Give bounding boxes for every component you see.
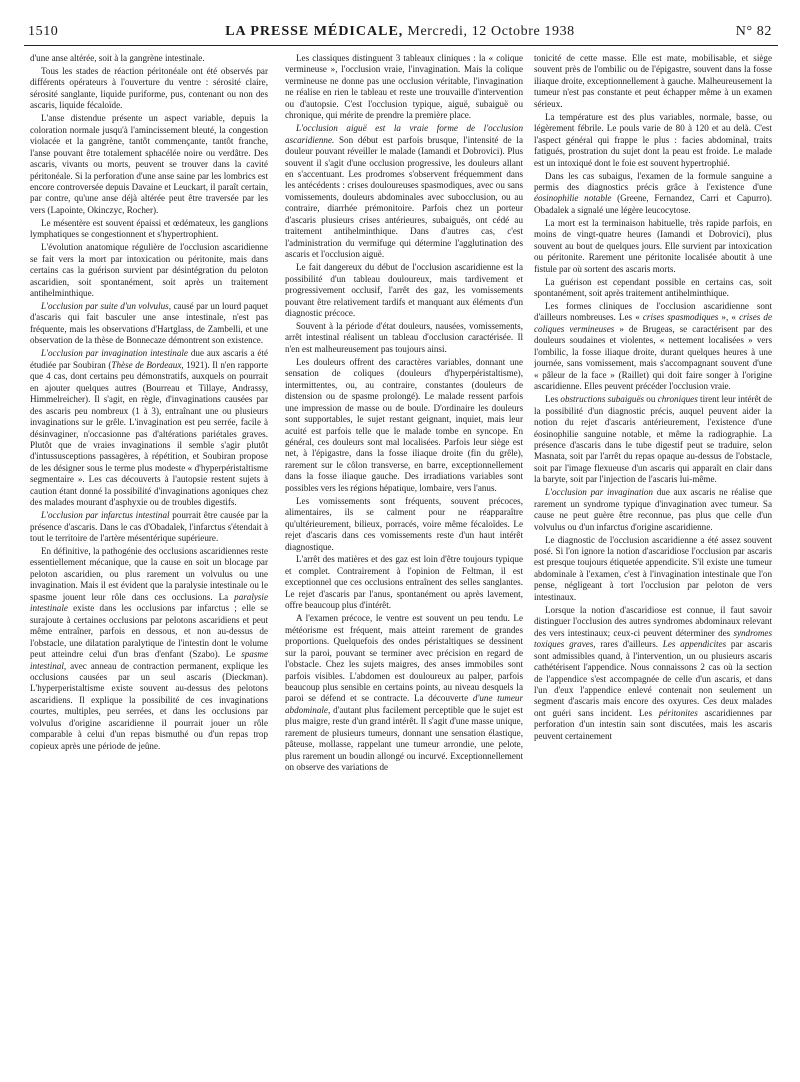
italic-text: Les appendicites [662,639,727,650]
italic-text: péritonites [658,707,698,718]
page-header [20,24,780,44]
text-run: La mort est la terminaison habituelle, très rapide parfois, en moins de vingt-quatre heures (Iamandi et Dobrovici), plus souvent au bout de quelques jours. Elle survient par intoxication ou péritonite. Rarement une péritonite localisée aboutit à une fistule par où sortent des ascaris morts. [534,217,772,274]
text-run: Lorsque la notion d'ascaridiose est connue, il faut savoir distinguer l'occlusion des autres syndromes abdominaux relevant des vers intestinaux; ceux-ci peuvent déterminer des [534,604,772,638]
paragraph [285,321,523,355]
text-run: L'anse distendue présente un aspect variable, depuis la coloration normale jusqu'à l'amincissement bleuté, la congestion violacée et la gangrène, tantôt commençante, tantôt franche, l'anse pouvant être totalement sphacélée noire ou verdâtre. Des ascaris, vivants ou morts, peuvent se trouver dans la cavité péritonéale. Si la perforation d'une anse saine par les lombrics est encore controversée depuis Davaine et Leuckart, il paraît certain, par contre, qu'une anse déjà altérée peut être traversée par les vers (Lapointe, Okinczyc, Rocher). [30,113,268,215]
text-column-left [30,53,268,1073]
italic-text: chroniques [657,394,698,405]
paragraph [285,496,523,553]
text-run: Les [545,394,561,405]
text-run: existe dans les occlusions par infarctus ; elle se surajoute à certaines occlusions par pelotons ascaridiens et peut même entraîner, parfois en dessous, et non au-dessus de l'obstacle, une dilatation paralytique de l'intestin dont le volume peut atteindre celui d'un bras d'enfant (Szabo). Le [30,603,268,660]
paragraph [534,277,772,300]
paragraph [534,112,772,169]
page-number: 1510 [28,24,59,39]
issue-date: Mercredi, 12 Octobre 1938 [407,24,575,39]
italic-text: spasme intestinal, [30,649,268,671]
text-run: Les vomissements sont fréquents, souvent précoces, alimentaires, ils se calment pour ne réapparaître qu'ultérieurement, bilieux, porracés, voire même fécaloïdes. Le rejet d'ascaris dans ces vomissements reste d'un haut intérêt diagnostique. [285,495,523,552]
paragraph [30,510,268,544]
text-run: (Greene, Fernandez, Carri et Capurro). Obadalek a signalé une légère leucocytose. [534,193,772,215]
paragraph [30,218,268,241]
text-run: d'autant plus facilement perceptible que le sujet est plus maigre, reste d'un grand intérêt. Il s'agit d'une masse unique, rarement de plusieurs tumeurs, donnant une sensation élastique, pâteuse, mollasse, rappelant une tumeur arrondie, une pelote, plus rarement un boudin allongé ou incurvé. Exceptionnellement on observe des variations de [285,704,523,773]
italic-text: d'une tumeur abdominale, [285,693,523,715]
paragraph [30,66,268,112]
paragraph [285,262,523,319]
italic-text: L'occlusion aiguë est la vraie forme de l'occlusion ascaridienne. [285,123,523,145]
text-run: 1921). Il n'en rapporte que 4 cas, dont certains peu démonstratifs, auxquels on pourrait en ajouter quelques autres (Bourreau et Tillaye, Andrassy, Himmelreicher). Il s'agit, en règle, d'invaginations causées par des ascaris peu nombreux (1 à 3), entraînant une ou plusieurs invaginations sur le grêle. L'invagination est peu serrée, facile à désinvaginer, n'occasionne pas d'altérations pariétales graves. Plutôt que de vraies invaginations il semble s'agir plutôt d'intussusceptions passagères, à répétition, et Soubiran propose de les désigner sous le terme plus modeste « d'hyperpéristaltisme segmentaire ». Les cas découverts à l'autopsie restent sujets à caution étant donné la possibilité d'invaginations agoniques chez des malades mourant d'asphyxie ou de troubles digestifs. [30,359,268,508]
paragraph [285,357,523,494]
text-run: ou [644,394,658,405]
paragraph [285,613,523,773]
text-run: Souvent à la période d'état douleurs, nausées, vomissements, arrêt intestinal réalisent un tableau d'occlusion caractérisée. Il n'en est malheureusement pas toujours ainsi. [285,320,523,354]
italic-text: crises spasmodiques [642,312,719,323]
text-run: due aux ascaris ne réalise que rarement un syndrome typique d'invagination avec tumeur. Sa cause ne peut guère être reconnue, pas plus que celle d'un volvulus ou d'un infarctus d'origine ascaridienne. [534,487,772,532]
text-run: causé par un lourd paquet d'ascaris qui fait basculer une anse intestinale, n'est pas fréquente, mais les observations d'Hartglass, de Zambelli, et une observation de la thèse de Bonnecaze démontrent son existence. [30,301,268,346]
text-run: », « [718,312,740,323]
paragraph [534,218,772,275]
paragraph [30,53,268,64]
text-run: La guérison est cependant possible en certains cas, soit spontanément, soit après traitement antihelminthique. [534,276,772,299]
text-run: due aux ascaris a été étudiée par Soubiran ( [30,348,268,370]
text-run: Le mésentère est souvent épaissi et œdémateux, les ganglions lymphatiques se congestionnent et s'hypertrophient. [30,217,268,240]
text-run: tirent leur intérêt de la possibilité d'un diagnostic précis, auquel peuvent aider la notion du rejet d'ascaris antérieurement, l'existence d'une éosinophilie sanguine notable, et même la radiographie. La présence d'ascaris dans le tube digestif peut se traduire, selon Masnata, soit par l'arrêt du repas opaque au-dessus de l'obstacle, soit par l'image flexueuse d'un ascaris qui apparaît en clair dans la baryte, soit par l'injection de l'ascaris lui-même. [534,394,772,485]
text-run: par ascaris sont admissibles quand, à l'intervention, un ou plusieurs ascaris cathétérisent l'appendice. Nous connaissons 2 cas où la section de l'appendice s'est accompagnée de celle d'un ascaris, et dans l'un d'eux l'appendice enlevé contenait non seulement un segment d'ascaris mais encore des oxyures. Ces deux malades ont guéri sans incident. Les [534,639,772,718]
italic-text: Thèse de Bordeaux, [111,359,184,370]
italic-text: L'occlusion par invagination intestinale [41,348,188,359]
journal-title: LA PRESSE MÉDICALE, [225,24,404,39]
text-run: d'une anse altérée, soit à la gangrène intestinale. [30,53,205,63]
text-run: L'évolution anatomique régulière de l'occlusion ascaridienne se fait vers la mort par intoxication ou péritonite, mais dans certains cas la guérison survient par désintégration du peloton ascaridien, soit spontanément, soit après un traitement antihelminthique. [30,242,268,299]
paragraph [30,242,268,299]
paragraph [30,301,268,347]
paragraph [534,171,772,217]
masthead [20,24,780,40]
text-column-right [534,53,772,1073]
paragraph [534,535,772,604]
paragraph [534,301,772,393]
text-run: Tous les stades de réaction péritonéale ont été observés par différents opérateurs à l'ouverture du ventre : sérosité claire, sérosité sanglante, liquide puriforme, pus, contenant ou non des ascaris, liquide fécaloïde. [30,65,268,111]
text-run: tonicité de cette masse. Elle est mate, mobilisable, et siège souvent près de l'ombilic ou de l'épigastre, souvent dans la fosse iliaque droite, exceptionnellement à gauche. Malheureusement la tumeur n'est pas constante et peut échapper même à un examen sérieux. [534,53,772,109]
text-run: pourrait être causée par la présence d'ascaris. Dans le cas d'Obadalek, l'infarctus s'étendait à tout le territoire de l'artère mésentérique supérieure. [30,510,268,544]
text-run: Son début est parfois brusque, l'intensité de la douleur pouvant réveiller le malade (Iamandi et Dobrovici). Plus souvent il s'agit d'une occlusion progressive, les douleurs allant en s'accentuant. Les prodromes s'observent fréquemment dans les antécédents : crises douloureuses spasmodiques, avec ou sans vomissements, douleurs abdominales avec subocclusion, ou au contraire, diarrhée prémonitoire. Parfois chez un porteur d'ascaris plusieurs crises antérieures, subaiguës, ont cédé au traitement antihelminthique. Dans d'autres cas, c'est l'administration du vermifuge qui détermine l'agglutination des ascaris et l'occlusion aiguë. [285,134,523,260]
text-run: L'arrêt des matières et des gaz est loin d'être toujours typique et complet. Contrairement à l'opinion de Feltman, il est exceptionnel que ces occlusions entraînent des selles sanglantes. Le rejet d'ascaris par l'anus, spontanément ou après lavement, offre beaucoup plus d'intérêt. [285,554,523,611]
text-run: Les douleurs offrent des caractères variables, donnant une sensation de coliques (douleurs d'hyperpéristaltisme), intermittentes, ou, au contraire, constantes (douleurs de distension ou de spasme prolongé). Le malade ressent parfois une impression de masse ou de boule. D'ordinaire les douleurs sont supportables, le sujet restant geignant, inquiet, mais leur acuité est parfois telle que le malade tombe en syncope. En général, ces douleurs sont mal localisées. Parfois leur siège est net, à l'épigastre, dans la fosse iliaque droite (fin du grêle), rarement sur le côlon transverse, en barre, exceptionnellement dans la fosse iliaque gauche. Des irradiations variables sont possibles vers les régions hépatique, lombaire, vers l'anus. [285,356,523,493]
paragraph [534,487,772,533]
text-run: Les classiques distinguent 3 tableaux cliniques : la « colique vermineuse », l'occlusion vraie, l'invagination. Mais la colique vermineuse ne donne pas une occlusion véritable, l'invagination ne réalise en rien le tableau et reste une trouvaille d'intervention ou d'autopsie. C'est l'occlusion typique, aiguë, subaiguë ou chronique, qui mérite de prendre la première place. [285,53,523,121]
text-run: En définitive, la pathogénie des occlusions ascaridiennes reste essentiellement mécanique, que la cause en soit un blocage par peloton ascaridien, ou plus rarement un volvulus ou une invagination. Mais il est évident que la paralysie intestinale ou le spasme jouent leur rôle dans ces occlusions. La [30,546,268,602]
paragraph [534,605,772,742]
italic-text: L'occlusion par infarctus intestinal [41,510,170,521]
paragraph [285,554,523,611]
text-run: avec anneau de contraction permanent, explique les occlusions causées par un seul ascaris (Dieckman). L'hyperperistaltisme existe souvent au-dessus des pelotons ascaridiens. Il explique la possibilité de ces invaginations courtes, multiples, peu serrées, et dans les occlusions par volvulus d'origine ascaridienne il pourrait jouer un rôle comparable à celui d'un repas bismuthé ou d'un repas trop copieux après une période de jeûne. [30,660,268,751]
paragraph [30,113,268,216]
italic-text: L'occlusion par invagination [545,487,653,498]
italic-text: obstructions subaiguës [560,394,645,405]
paragraph [285,123,523,260]
text-column-middle [285,53,523,1073]
text-run: Les formes cliniques de l'occlusion ascaridienne sont d'ailleurs nombreuses. Les « [534,301,772,323]
paragraph [534,53,772,110]
text-run: rares d'ailleurs. [595,639,663,650]
italic-text: L'occlusion par suite d'un volvulus, [41,301,171,312]
paragraph [534,394,772,486]
paragraph [285,53,523,122]
text-run: Le fait dangereux du début de l'occlusion ascaridienne est la possibilité d'un tableau douloureux, mais tardivement et progressivement occlusif, l'arrêt des gaz, les vomissements pouvant être relativement tardifs et manquant aux éléments d'un diagnostic précoce. [285,262,523,318]
italic-text: éosinophilie notable [534,193,612,204]
header-rule [24,45,778,46]
paragraph [30,348,268,508]
text-run: Dans les cas subaigus, l'examen de la formule sanguine a permis des diagnostics précis grâce à l'existence d'une [534,170,772,192]
italic-text: paralysie intestinale [30,591,268,614]
text-run: » de Brugeas, se caractérisent par des douleurs soudaines et violentes, « nettement localisées » vers l'ombilic, la fosse iliaque droite, durant quelques heures à une journée, sans vomissement, mais s'accompagnant souvent d'une « pâleur de la face » (Raillet) qui doit faire songer à l'origine ascaridienne. Elles peuvent précéder l'occlusion vraie. [534,323,772,392]
text-run: Le diagnostic de l'occlusion ascaridienne a été assez souvent posé. Si l'on ignore la notion d'ascaridiose l'occlusion par ascaris est presque toujours étiquetée appendicite. S'il existe une tumeur abdominale à l'examen, c'est à l'invagination intestinale que l'on pense, négligeant à tort l'occlusion par peloton de vers intestinaux. [534,534,772,602]
italic-text: crises de coliques vermineuses [534,312,772,334]
italic-text: syndromes toxiques graves, [534,627,772,650]
text-run: ascaridiennes par perforation d'un intestin sain sont discutées, mais les ascaris peuvent certainement [534,707,772,741]
paragraph [30,546,268,752]
issue-number: N° 82 [735,24,772,39]
text-run: La température est des plus variables, normale, basse, ou légèrement fébrile. Le pouls varie de 80 à 120 et au delà. C'est l'aspect général qui frappe le plus : facies abdominal, traits fatigués, prostration du sujet dont la peau est froide. Le malade est un intoxiqué dont le foie est souvent hypertrophié. [534,111,772,168]
text-run: A l'examen précoce, le ventre est souvent un peu tendu. Le météorisme est fréquent, mais atteint rarement de grandes proportions. Quelquefois des ondes péristaltiques se dessinent sur la paroi, pouvant se terminer avec précision en regard de l'obstacle. Chez les sujets maigres, des anses immobiles sont parfois visibles. L'abdomen est douloureux au palper, parfois beaucoup plus sensible en certains points, au niveau desquels la paroi se défend et se contracte. La découverte [285,613,523,704]
